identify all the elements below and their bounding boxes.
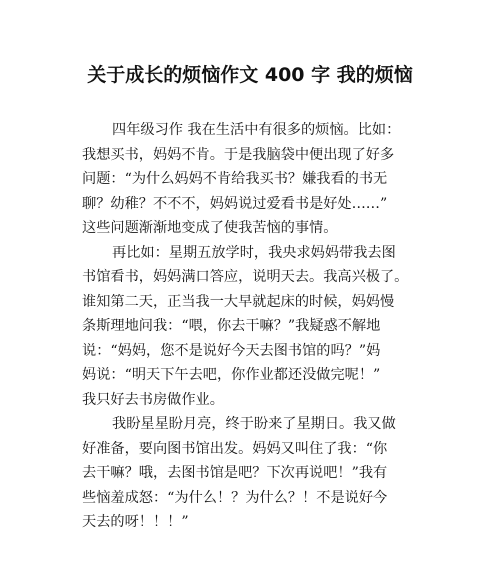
page-title: 关于成长的烦恼作文 400 字 我的烦恼	[87, 64, 413, 86]
paragraph-3	[82, 412, 442, 535]
paragraph-2	[82, 241, 442, 413]
text-line: 条斯理地问我：“喂，你去干嘛？”我疑惑不解地	[82, 318, 381, 334]
text-line: 妈说：“明天下午去吧，你作业都还没做完呢！”	[82, 367, 381, 383]
text-line: 再比如：星期五放学时，我央求妈妈带我去图	[112, 244, 396, 261]
text-line: 天去的呀！！！”	[82, 514, 189, 530]
text-line: 问题：“为什么妈妈不肯给我买书？嫌我看的书无	[82, 171, 388, 187]
text-line: 书馆看书，妈妈满口答应，说明天去。我高兴极了。	[82, 269, 409, 285]
text-line: 这些问题渐渐地变成了使我苦恼的事情。	[82, 220, 338, 236]
text-line: 我只好去书房做作业。	[82, 391, 224, 408]
text-line: 些恼羞成怒：“为什么！？为什么？！不是说好今	[82, 489, 388, 506]
text-line: 我想买书，妈妈不肯。于是我脑袋中便出现了好多	[82, 146, 395, 163]
essay-body	[82, 118, 442, 535]
text-line: 聊？幼稚？不不不，妈妈说过爱看书是好处……”	[82, 195, 388, 212]
text-line: 四年级习作 我在生活中有很多的烦恼。比如：	[112, 122, 401, 138]
text-line: 谁知第二天，正当我一大早就起床的时候，妈妈慢	[82, 293, 395, 310]
text-line: 说：“妈妈，您不是说好今天去图书馆的吗？”妈	[82, 342, 381, 359]
paragraph-1	[82, 118, 442, 241]
text-line: 我盼星星盼月亮，终于盼来了星期日。我又做	[112, 416, 396, 432]
text-line: 去干嘛？哦，去图书馆是吧？下次再说吧！”我有	[82, 465, 388, 481]
text-line: 好准备，要向图书馆出发。妈妈又叫住了我：“你	[82, 440, 388, 457]
